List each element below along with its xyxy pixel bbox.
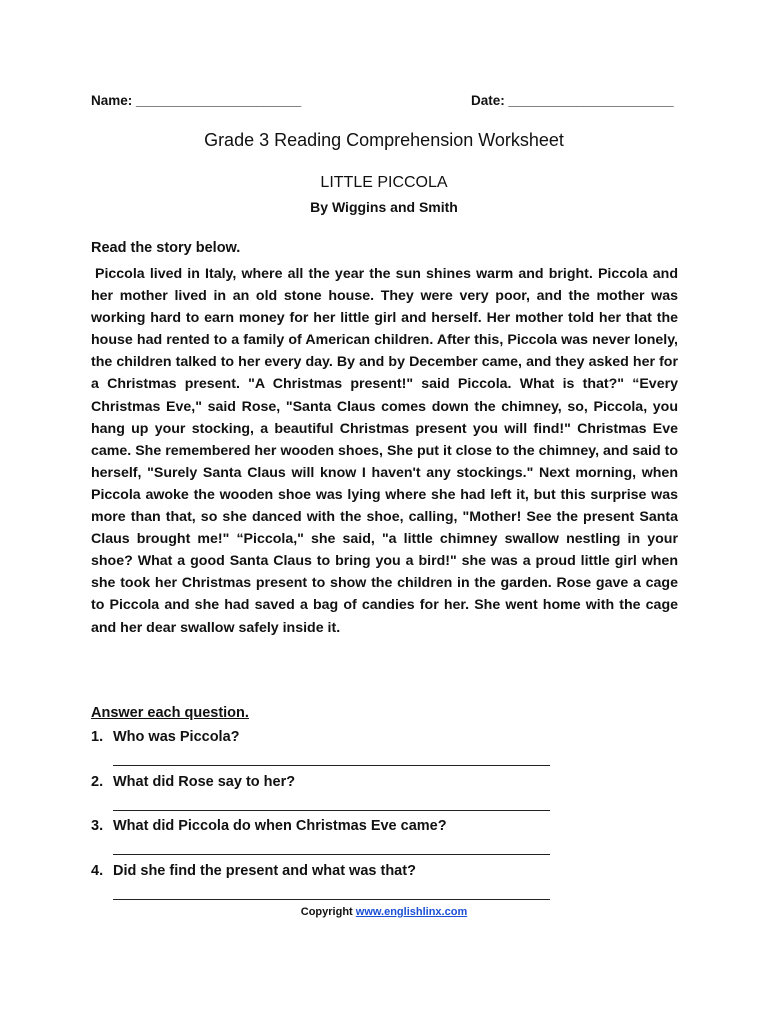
question-number: 4. xyxy=(91,862,104,879)
question-number: 3. xyxy=(91,818,104,834)
copyright-label: Copyright xyxy=(300,906,353,918)
questions-heading: Answer each question. xyxy=(91,705,249,721)
question-text: Did she find the present and what was that? xyxy=(113,862,416,879)
copyright-footer xyxy=(0,906,768,918)
answer-line[interactable] xyxy=(113,899,550,900)
story-author: By Wiggins and Smith xyxy=(310,199,458,215)
answer-line[interactable] xyxy=(113,810,550,811)
englishlinx-link[interactable]: www.englishlinx.com xyxy=(355,906,468,918)
name-field[interactable]: Name: ______________________ xyxy=(91,93,302,108)
question-text: What did Rose say to her? xyxy=(113,773,296,790)
question-item xyxy=(91,818,691,863)
question-item xyxy=(91,729,691,774)
worksheet-title: Grade 3 Reading Comprehension Worksheet xyxy=(204,130,564,150)
question-item xyxy=(91,774,691,819)
answer-line[interactable] xyxy=(113,854,550,855)
header-fields xyxy=(91,93,681,113)
question-text: Who was Piccola? xyxy=(113,729,240,745)
question-number: 2. xyxy=(91,773,104,790)
story-instruction: Read the story below. xyxy=(91,240,241,256)
question-text: What did Piccola do when Christmas Eve came? xyxy=(113,818,447,834)
question-item xyxy=(91,863,691,908)
story-title: LITTLE PICCOLA xyxy=(320,174,448,191)
story-text: Piccola lived in Italy, where all the year the sun shines warm and bright. Piccola and her mother lived in an old stone house. They were very poor, and the mother was working hard to earn money for her little girl and herself. Her mother told her that the house had rented to a family of American children. After this, Piccola was never lonely, the children talked to her every day. By and by December came, and they asked her for a Christmas present. "A Christmas present!" said Piccola. What is that?" “Every Christmas Eve," said Rose, "Santa Claus comes down the chimney, so, Piccola, you hang up your stocking, a beautiful Christmas present you will find!" Christmas Eve came. She remembered her wooden shoes, She put it close to the chimney, and said to herself, "Surely Santa Claus will know I haven't any stockings." Next morning, when Piccola awoke the wooden shoe was lying where she had left it, but this surprise was more than that, so she danced with the shoe, calling, "Mother! See the present Santa Claus brought me!" “Piccola," she said, "a little chimney swallow nestling in your shoe? What a good Santa Claus to bring you a bird!" she was a proud little girl when she took her Christmas present to show the children in the garden. Rose gave a cage to Piccola and she had saved a bag of candies for her. She went home with the cage and her dear swallow safely inside it. xyxy=(91,266,678,636)
date-field[interactable]: Date: ______________________ xyxy=(471,93,674,108)
answer-line[interactable] xyxy=(113,765,550,766)
question-number: 1. xyxy=(91,729,104,745)
question-list xyxy=(91,729,691,907)
